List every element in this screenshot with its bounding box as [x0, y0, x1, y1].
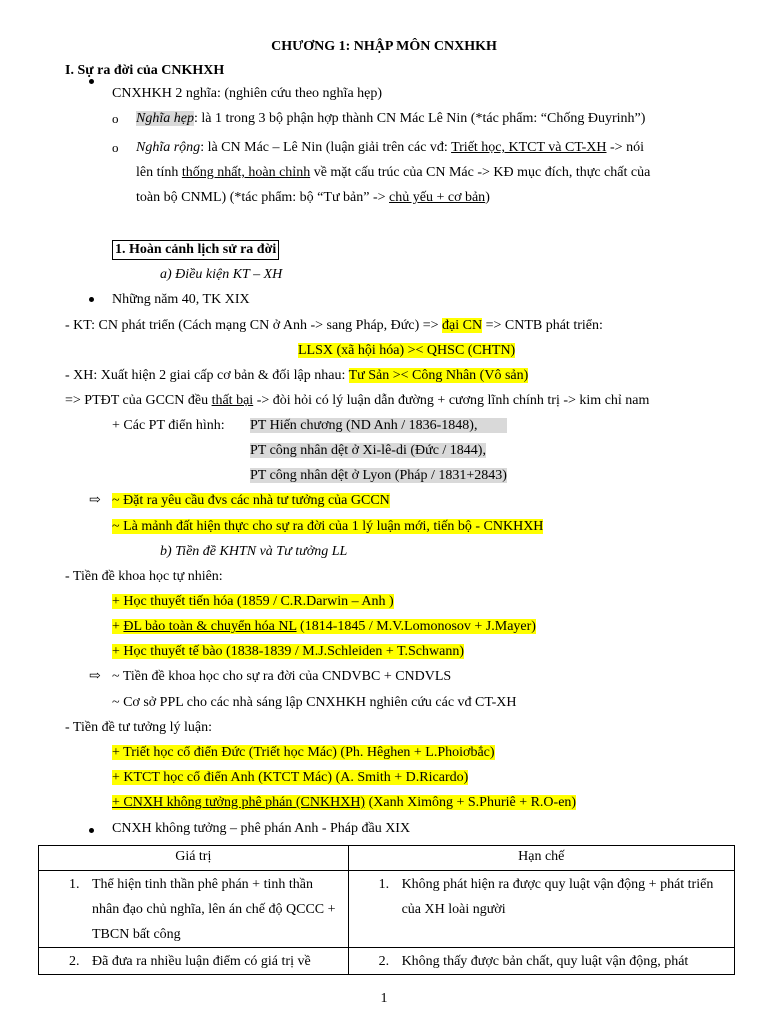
- highlighted-text: + Học thuyết tế bào (1838-1839 / M.J.Schleiden + T.Schwann): [112, 644, 464, 659]
- list-number: 2.: [378, 954, 390, 969]
- text: - XH: Xuất hiện 2 giai cấp cơ bản & đối lập nhau:: [65, 368, 349, 383]
- highlighted-text: ~ Là mảnh đất hiện thực cho sự ra đời của 1 lý luận mới, tiến bộ - CNKHXH: [112, 519, 544, 534]
- underlined-text: chủ yếu + cơ bản: [389, 190, 486, 205]
- table-cell: [348, 948, 734, 975]
- theory-heading: - Tiền đề tư tưởng lý luận:: [65, 720, 213, 735]
- text: -> đòi hỏi có lý luận dẫn đường + cương lĩnh chính trị -> kim chỉ nam: [253, 393, 650, 408]
- bullet-text: CNXHKH 2 nghĩa: (nghiên cứu theo nghĩa hẹp): [112, 86, 383, 101]
- shaded-text: PT công nhân dệt ở Xi-lê-di (Đức / 1844),: [250, 443, 486, 458]
- pt-item-3: [250, 463, 507, 488]
- comparison-table: [38, 845, 735, 975]
- chapter-title: CHƯƠNG 1: NHẬP MÔN CNXHKH: [271, 39, 497, 54]
- cell-text: Không thấy được bản chất, quy luật vận động, phát: [401, 954, 689, 969]
- broad-label: Nghĩa rộng: [136, 140, 201, 155]
- arrow-icon: ⇨: [89, 669, 101, 684]
- theory-3: [112, 790, 576, 815]
- bullet-icon: [89, 817, 94, 842]
- table-header-cell: Giá trị: [39, 846, 349, 871]
- pt-label: + Các PT điển hình:: [112, 418, 225, 433]
- page-number: 1: [380, 991, 388, 1006]
- underlined-text: Triết học, KTCT và CT-XH: [451, 140, 607, 155]
- bullet-icon: [89, 286, 94, 311]
- sub-bullet-icon: o: [112, 140, 119, 155]
- highlighted-text: (1814-1845 / M.V.Lomonosov + J.Mayer): [296, 619, 536, 634]
- theory-2: [112, 765, 468, 790]
- text: => PTĐT của GCCN đều: [65, 393, 212, 408]
- list-number: 1.: [69, 877, 80, 892]
- section-heading: I. Sự ra đời của CNKHXH: [65, 63, 225, 78]
- cell-text: Không phát hiện ra được quy luật vận động + phát triển của XH loài người: [401, 877, 714, 917]
- highlighted-text: LLSX (xã hội hóa) >< QHSC (CHTN): [298, 343, 516, 358]
- broad-meaning-line-2: [136, 160, 650, 185]
- natural-science-3: [112, 639, 464, 664]
- pt-item-2: [250, 438, 486, 463]
- text: : là CN Mác – Lê Nin (luận giải trên các vđ:: [200, 140, 452, 155]
- conclusion-3: ~ Tiền đề khoa học cho sự ra đời của CNDVBC + CNDVLS: [112, 669, 452, 684]
- list-number: 2.: [69, 954, 80, 969]
- table-cell: [348, 871, 734, 948]
- text: ): [485, 190, 490, 205]
- highlighted-text: + Triết học cổ điển Đức (Triết học Mác) (Ph. Hêghen + L.Phoiơbắc): [112, 745, 495, 760]
- highlighted-underlined-text: ĐL bảo toàn & chuyển hóa NL: [123, 619, 297, 634]
- table-header-row: [39, 846, 735, 871]
- text: -> nói: [606, 140, 644, 155]
- subsection-b: b) Tiền đề KHTN và Tư tưởng LL: [160, 544, 348, 559]
- subsection-a: a) Điều kiện KT – XH: [160, 267, 283, 282]
- sub-bullet-icon: o: [112, 111, 119, 126]
- subsection-heading: [112, 237, 279, 262]
- pt-item-1: [250, 413, 507, 438]
- text: toàn bộ CNML) (*tác phẩm: bộ “Tư bản” ->: [136, 190, 390, 205]
- theory-1: [112, 740, 495, 765]
- list-number: 1.: [378, 877, 390, 892]
- highlighted-text: + Học thuyết tiến hóa (1859 / C.R.Darwin – Anh ): [112, 594, 394, 609]
- text: lên tính: [136, 165, 182, 180]
- table-cell: [39, 948, 349, 975]
- narrow-meaning-line: [136, 106, 645, 131]
- underlined-text: thống nhất, hoàn chỉnh: [181, 165, 311, 180]
- highlighted-text: + KTCT học cổ điển Anh (KTCT Mác) (A. Smith + D.Ricardo): [112, 770, 469, 785]
- text: - KT: CN phát triển (Cách mạng CN ở Anh -> sang Pháp, Đức) =>: [65, 318, 443, 333]
- narrow-label: Nghĩa hẹp: [136, 111, 194, 126]
- broad-meaning-line-1: [136, 135, 644, 160]
- highlighted-text: đại CN: [442, 318, 483, 333]
- text: => CNTB phát triển:: [482, 318, 603, 333]
- broad-meaning-line-3: [136, 185, 490, 210]
- boxed-heading: 1. Hoàn cảnh lịch sử ra đời: [112, 240, 279, 260]
- highlighted-text: (Xanh Ximông + S.Phuriê + R.O-en): [365, 795, 577, 810]
- narrow-text: : là 1 trong 3 bộ phận hợp thành CN Mác Lê Nin (*tác phẩm: “Chống Đuyrinh”): [193, 111, 646, 126]
- xh-line: [65, 363, 528, 388]
- natural-science-2: [112, 614, 536, 639]
- natural-science-heading: - Tiền đề khoa học tự nhiên:: [65, 569, 223, 584]
- table-row: [39, 948, 735, 975]
- table-row: [39, 871, 735, 948]
- shaded-text: PT Hiến chương (ND Anh / 1836-1848),: [250, 418, 507, 433]
- highlighted-underlined-text: + CNXH không tưởng phê phán (CNKHXH): [112, 795, 366, 810]
- highlighted-text: ~ Đặt ra yêu cầu đvs các nhà tư tưởng của GCCN: [112, 493, 390, 508]
- arrow-icon: ⇨: [89, 493, 101, 508]
- llsx-line: [298, 338, 515, 363]
- conclusion-1: [112, 488, 390, 513]
- kt-line: [65, 313, 603, 338]
- highlighted-text: Tư Sản >< Công Nhân (Vô sản): [348, 368, 529, 383]
- text: về mặt cấu trúc của CN Mác -> KĐ mục đích, thực chất của: [310, 165, 651, 180]
- table-header-cell: Hạn chế: [348, 846, 734, 871]
- conclusion-2: [112, 514, 543, 539]
- cell-text: Đã đưa ra nhiều luận điểm có giá trị về: [92, 954, 311, 969]
- highlighted-text: +: [112, 619, 124, 634]
- ptdt-line: [65, 388, 649, 413]
- conclusion-4: ~ Cơ sở PPL cho các nhà sáng lập CNXHKH nghiên cứu các vđ CT-XH: [112, 695, 517, 710]
- bullet-text: Những năm 40, TK XIX: [112, 292, 250, 307]
- bullet-text: CNXH không tưởng – phê phán Anh - Pháp đầu XIX: [112, 821, 411, 836]
- shaded-text: PT công nhân dệt ở Lyon (Pháp / 1831+2843): [250, 468, 507, 483]
- bullet-icon: [89, 68, 94, 93]
- underlined-text: thất bại: [211, 393, 254, 408]
- table-cell: [39, 871, 349, 948]
- natural-science-1: [112, 589, 394, 614]
- cell-text: Thể hiện tinh thần phê phán + tinh thần nhân đạo chủ nghĩa, lên án chế độ QCCC + TBCN bất công: [92, 877, 336, 942]
